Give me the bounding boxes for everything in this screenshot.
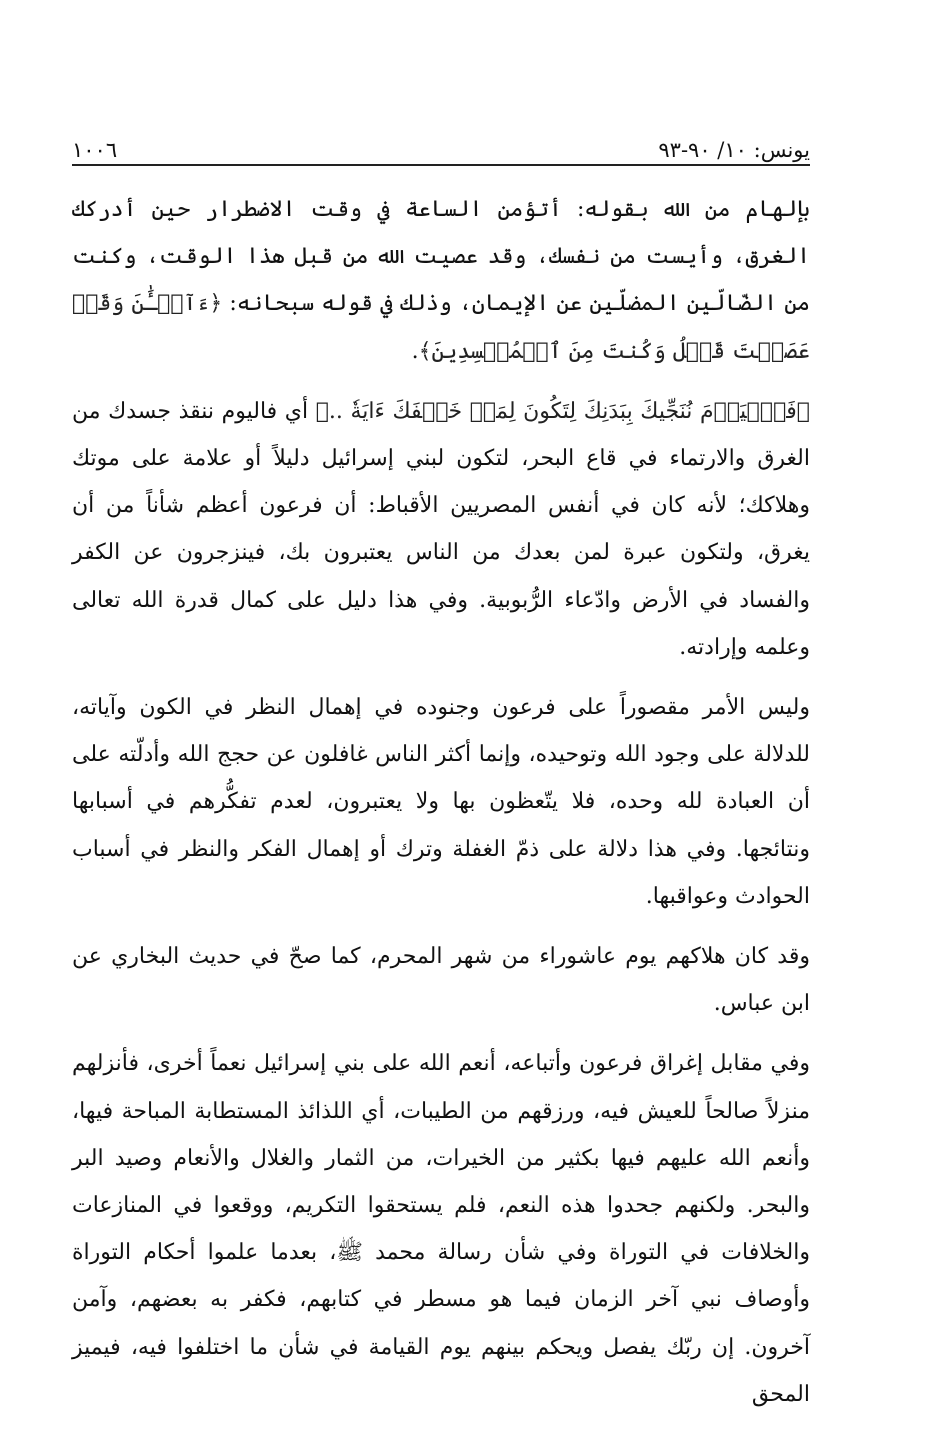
paragraph — [72, 933, 810, 1027]
paragraph — [72, 186, 810, 375]
paragraph-text: بإلهام من الله بقوله: أتؤمن الساعة في وقت الاضطرار حين أدركك الغرق، وأيست من نفسك، وقد عصيت الله من قبل هذا الوقت، وكنت من الضّالّين المضلّين عن الإيمان، وذلك في قوله سبحانه: — [72, 197, 810, 317]
paragraph-text: وليس الأمر مقصوراً على فرعون وجنوده في إهمال النظر في الكون وآياته، للدلالة على وجود الله وتوحيده، وإنما أكثر الناس غافلون عن حجج الله وأدلّته على أن العبادة لله وحده، فلا يتّعظون بها ولا يعتبرون، لعدم تفكُّرهم في أسبابها ونتائجها. وفي هذا دلالة على ذمّ الغفلة وترك أو إهمال الفكر والنظر في أسباب الحوادث وعواقبها. — [72, 695, 810, 909]
paragraph-text: وفي مقابل إغراق فرعون وأتباعه، أنعم الله على بني إسرائيل نعماً أخرى، فأنزلهم منزلاً صالحاً للعيش فيه، ورزقهم من الطيبات، أي اللذائذ المستطابة المباحة فيها، وأنعم الله عليهم فيها بكثير من الخيرات، من الثمار والغلال والأنعام وصيد البر والبحر. ولكنهم جحدوا هذه النعم، فلم يستحقوا التكريم، ووقعوا في المنازعات والخلافات في التوراة وفي شأن رسالة محمد ﷺ، بعدما علموا أحكام التوراة وأوصاف نبي آخر الزمان فيما هو مسطر في كتابهم، فكفر به بعضهم، وآمن آخرون. إن ربّك يفصل ويحكم بينهم يوم القيامة في شأن ما اختلفوا فيه، فيميز المحق — [72, 1051, 810, 1407]
header-rule — [72, 164, 810, 166]
page-number: ١٠٠٦ — [72, 138, 118, 162]
quran-verse: ﴿ءَآلۡـَٰٔنَ وَقَدۡ عَصَيۡتَ قَبۡلُ وَكُنتَ مِنَ ٱلۡمُفۡسِدِينَ﴾ — [72, 291, 810, 364]
paragraph — [72, 1040, 810, 1418]
paragraph-text: أي فاليوم ننقذ جسدك من الغرق والارتماء في قاع البحر، لتكون لبني إسرائيل دليلاً أو علامة على موتك وهلاكك؛ لأنه كان في أنفس المصريين الأقباط: أن فرعون أعظم شأناً من أن يغرق، ولتكون عبرة لمن بعدك من الناس يعتبرون بك، فينزجرون عن الكفر والفساد في الأرض وادّعاء الرُّبوبية. وفي هذا دليل على كمال قدرة الله تعالى وعلمه وإرادته. — [72, 398, 810, 660]
quran-verse: ﴿فَٱلۡيَوۡمَ نُنَجِّيكَ بِبَدَنِكَ لِتَكُونَ لِمَنۡ خَلۡفَكَ ءَايَةٗ ..﴾ — [315, 398, 810, 424]
paragraph-text: . — [411, 338, 419, 364]
paragraph — [72, 388, 810, 671]
page-body — [72, 186, 810, 1431]
chapter-reference: يونس: ١٠/ ٩٠-٩٣ — [658, 138, 810, 162]
page-header — [72, 128, 810, 162]
paragraph — [72, 684, 810, 920]
paragraph-text: وقد كان هلاكهم يوم عاشوراء من شهر المحرم، كما صحّ في حديث البخاري عن ابن عباس. — [72, 944, 810, 1017]
